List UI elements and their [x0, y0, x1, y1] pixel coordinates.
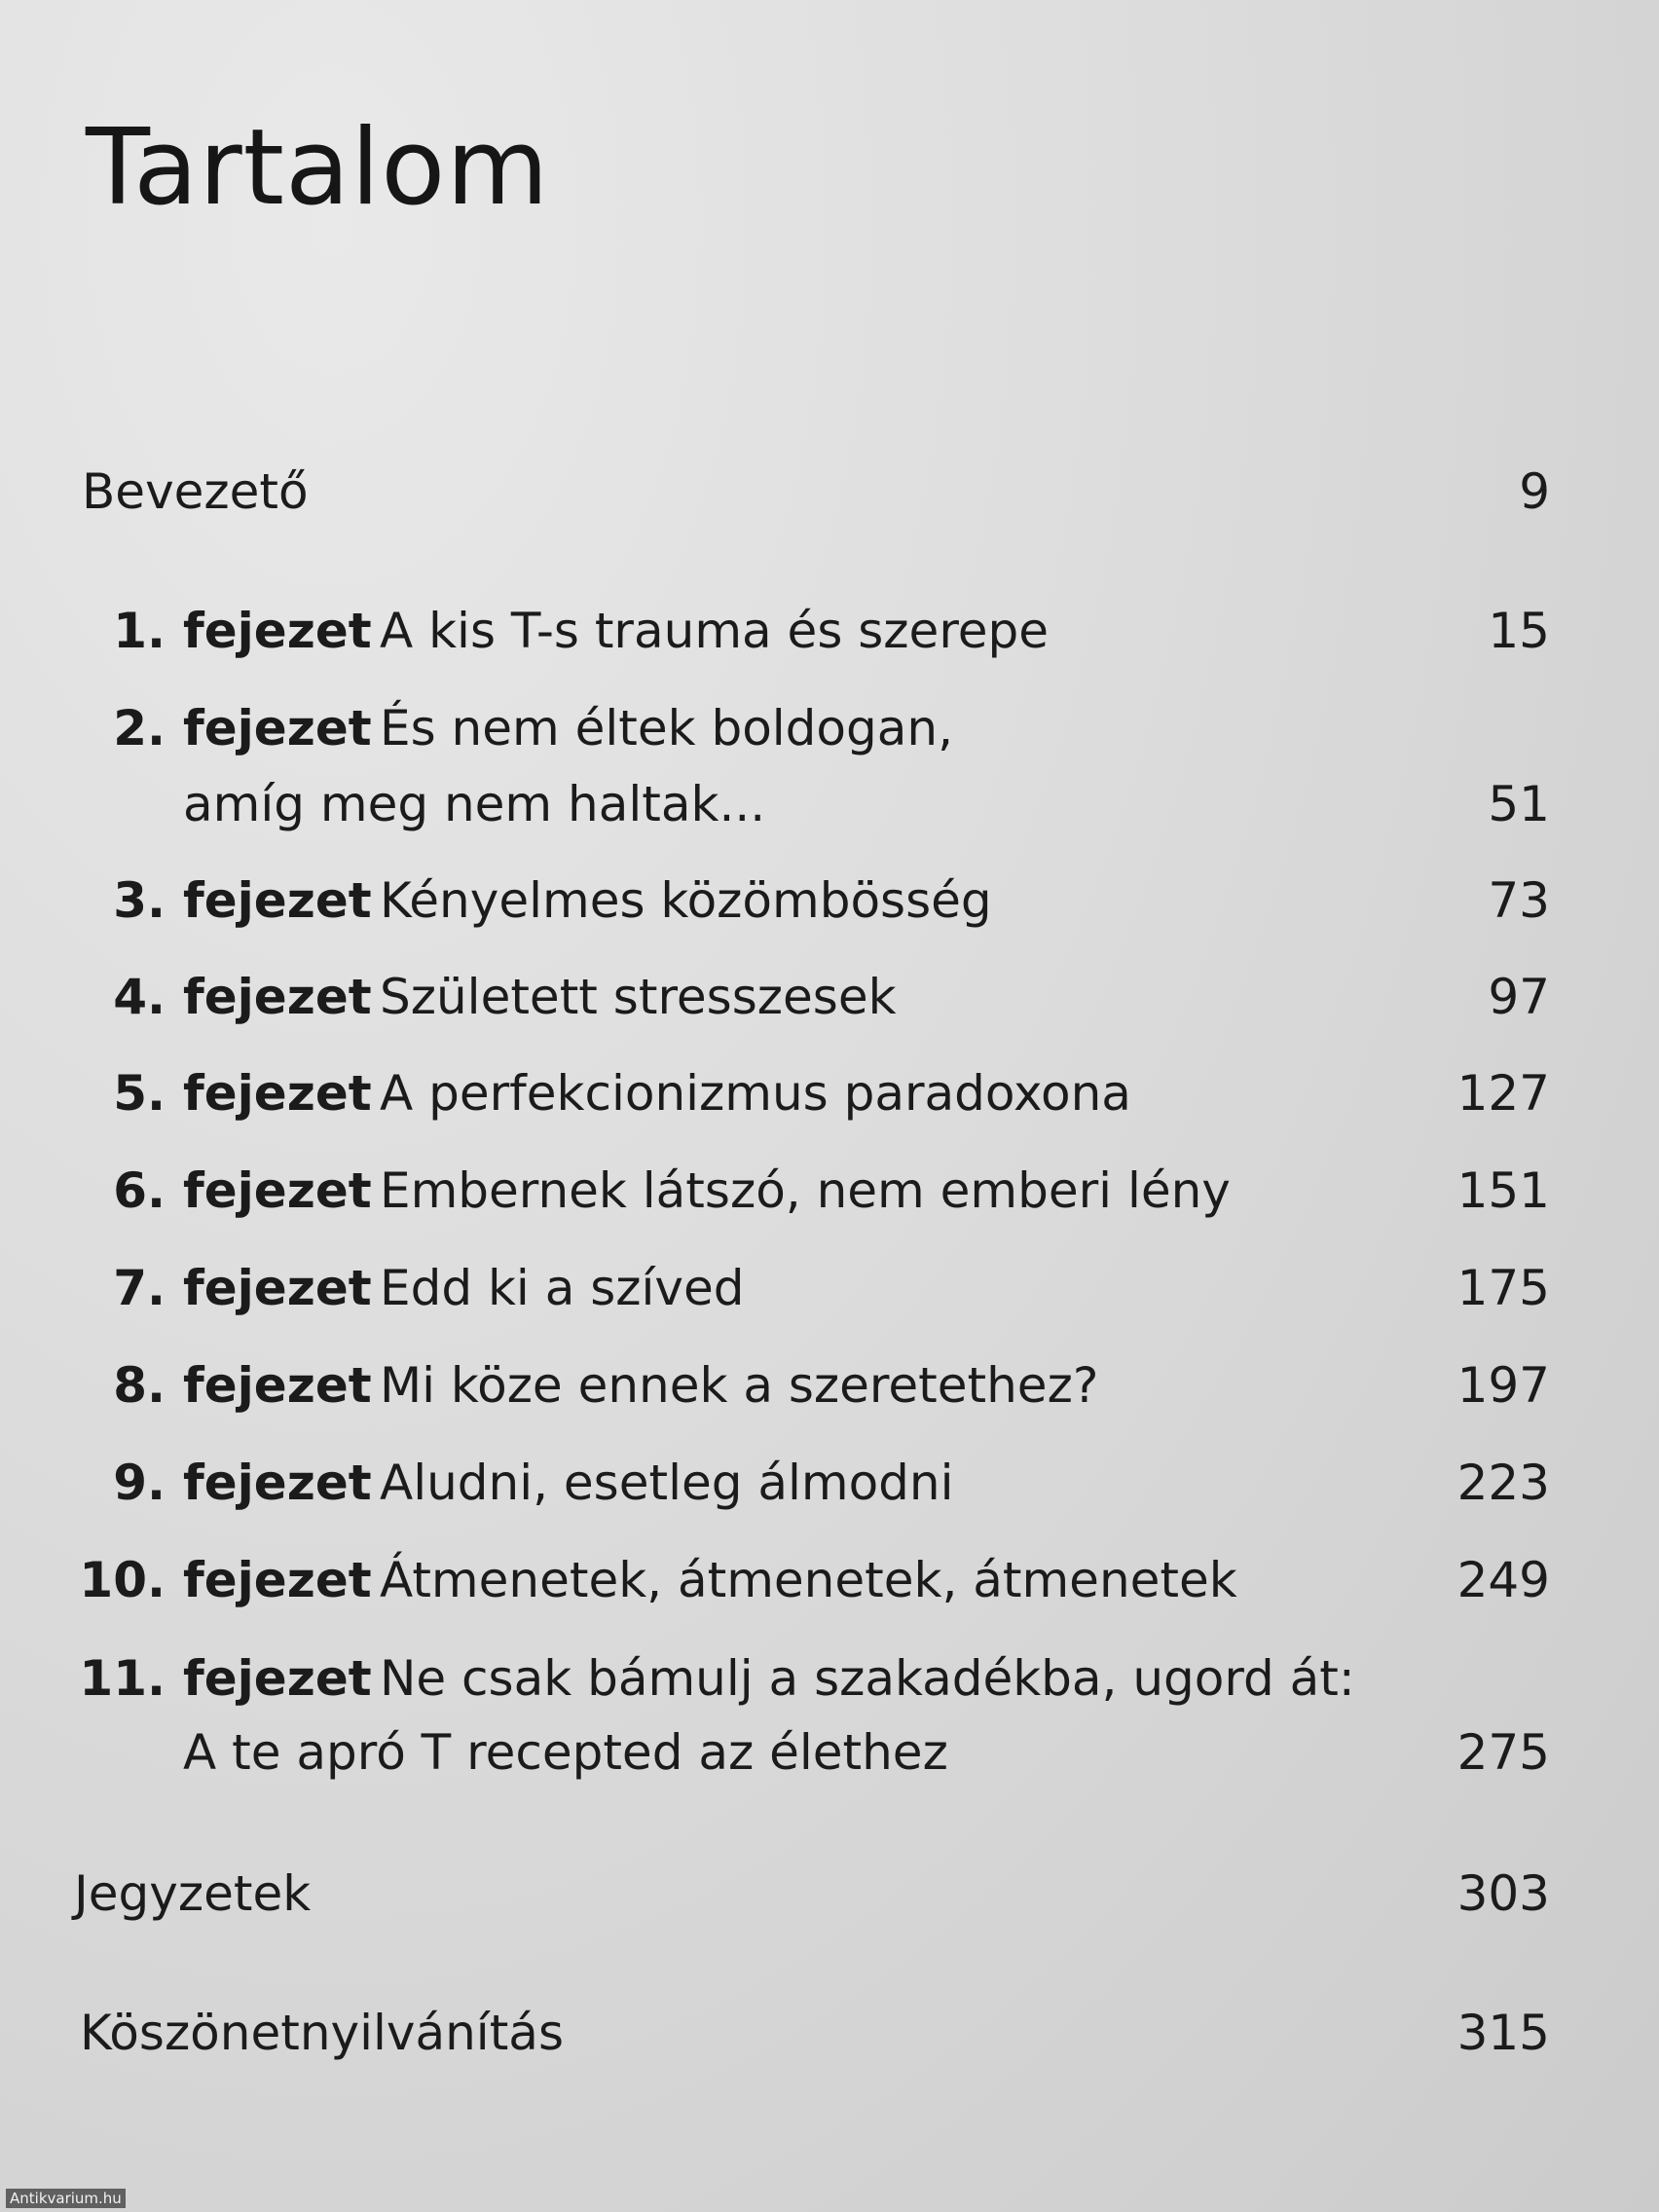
toc-entry-chapter [0, 602, 1659, 660]
toc-entry-chapter [0, 699, 1659, 757]
chapter-number: 10. [79, 1552, 166, 1608]
chapter-title-line2: A te apró T recepted az élethez [183, 1724, 948, 1781]
entry-page: 127 [1456, 1065, 1550, 1122]
chapter-word: fejezet [183, 1065, 372, 1122]
chapter-title: És nem éltek boldogan, [380, 700, 953, 756]
entry-page: 315 [1456, 2005, 1550, 2061]
entry-page: 197 [1456, 1357, 1550, 1414]
entry-label: Jegyzetek [74, 1865, 312, 1922]
toc-entry-chapter [0, 1649, 1659, 1708]
toc-entry-notes [0, 1864, 1659, 1923]
chapter-word: fejezet [183, 700, 372, 756]
chapter-title: Átmenetek, átmenetek, átmenetek [380, 1552, 1237, 1608]
chapter-word: fejezet [183, 872, 372, 929]
page-title: Tartalom [86, 107, 550, 229]
chapter-word: fejezet [183, 603, 372, 659]
chapter-word: fejezet [183, 1357, 372, 1414]
toc-entry-chapter [0, 1259, 1659, 1317]
chapter-title: A kis T-s trauma és szerepe [380, 603, 1050, 659]
toc-entry-chapter-continuation [0, 1723, 1659, 1782]
entry-page: 73 [1488, 872, 1550, 929]
chapter-number: 7. [113, 1260, 166, 1316]
toc-entry-chapter [0, 1064, 1659, 1123]
chapter-title: Aludni, esetleg álmodni [380, 1455, 954, 1511]
chapter-word: fejezet [183, 1650, 372, 1707]
chapter-word: fejezet [183, 1455, 372, 1511]
chapter-number: 3. [113, 872, 166, 929]
toc-entry-chapter-continuation [0, 775, 1659, 833]
chapter-title-line2: amíg meg nem haltak... [183, 776, 766, 832]
entry-page: 51 [1488, 776, 1550, 832]
toc-entry-intro [0, 462, 1659, 521]
chapter-word: fejezet [183, 1162, 372, 1219]
entry-label: Köszönetnyilvánítás [80, 2005, 564, 2061]
toc-entry-acknowledgements [0, 2004, 1659, 2062]
chapter-title: Mi köze ennek a szeretethez? [380, 1357, 1099, 1414]
watermark: Antikvarium.hu [6, 2189, 126, 2208]
entry-page: 175 [1456, 1260, 1550, 1316]
chapter-word: fejezet [183, 1552, 372, 1608]
toc-entry-chapter [0, 968, 1659, 1026]
entry-page: 9 [1519, 463, 1550, 520]
toc-entry-chapter [0, 871, 1659, 930]
chapter-title: Ne csak bámulj a szakadékba, ugord át: [380, 1650, 1355, 1707]
entry-page: 249 [1456, 1552, 1550, 1608]
entry-page: 97 [1488, 969, 1550, 1025]
chapter-number: 2. [113, 700, 166, 756]
entry-page: 303 [1456, 1865, 1550, 1922]
chapter-number: 6. [113, 1162, 166, 1219]
chapter-title: Kényelmes közömbösség [380, 872, 992, 929]
chapter-title: Született stresszesek [380, 969, 897, 1025]
chapter-number: 4. [113, 969, 166, 1025]
chapter-word: fejezet [183, 969, 372, 1025]
entry-page: 15 [1488, 603, 1550, 659]
chapter-number: 9. [113, 1455, 166, 1511]
toc-entry-chapter [0, 1454, 1659, 1512]
chapter-title: A perfekcionizmus paradoxona [380, 1065, 1131, 1122]
toc-entry-chapter [0, 1551, 1659, 1609]
chapter-word: fejezet [183, 1260, 372, 1316]
chapter-number: 5. [113, 1065, 166, 1122]
toc-entry-chapter [0, 1161, 1659, 1220]
chapter-title: Edd ki a szíved [380, 1260, 745, 1316]
chapter-title: Embernek látszó, nem emberi lény [380, 1162, 1231, 1219]
entry-page: 223 [1456, 1455, 1550, 1511]
toc-entry-chapter [0, 1356, 1659, 1415]
chapter-number: 11. [79, 1650, 166, 1707]
chapter-number: 8. [113, 1357, 166, 1414]
entry-page: 275 [1456, 1724, 1550, 1781]
entry-page: 151 [1456, 1162, 1550, 1219]
entry-label: Bevezető [82, 463, 309, 520]
chapter-number: 1. [113, 603, 166, 659]
